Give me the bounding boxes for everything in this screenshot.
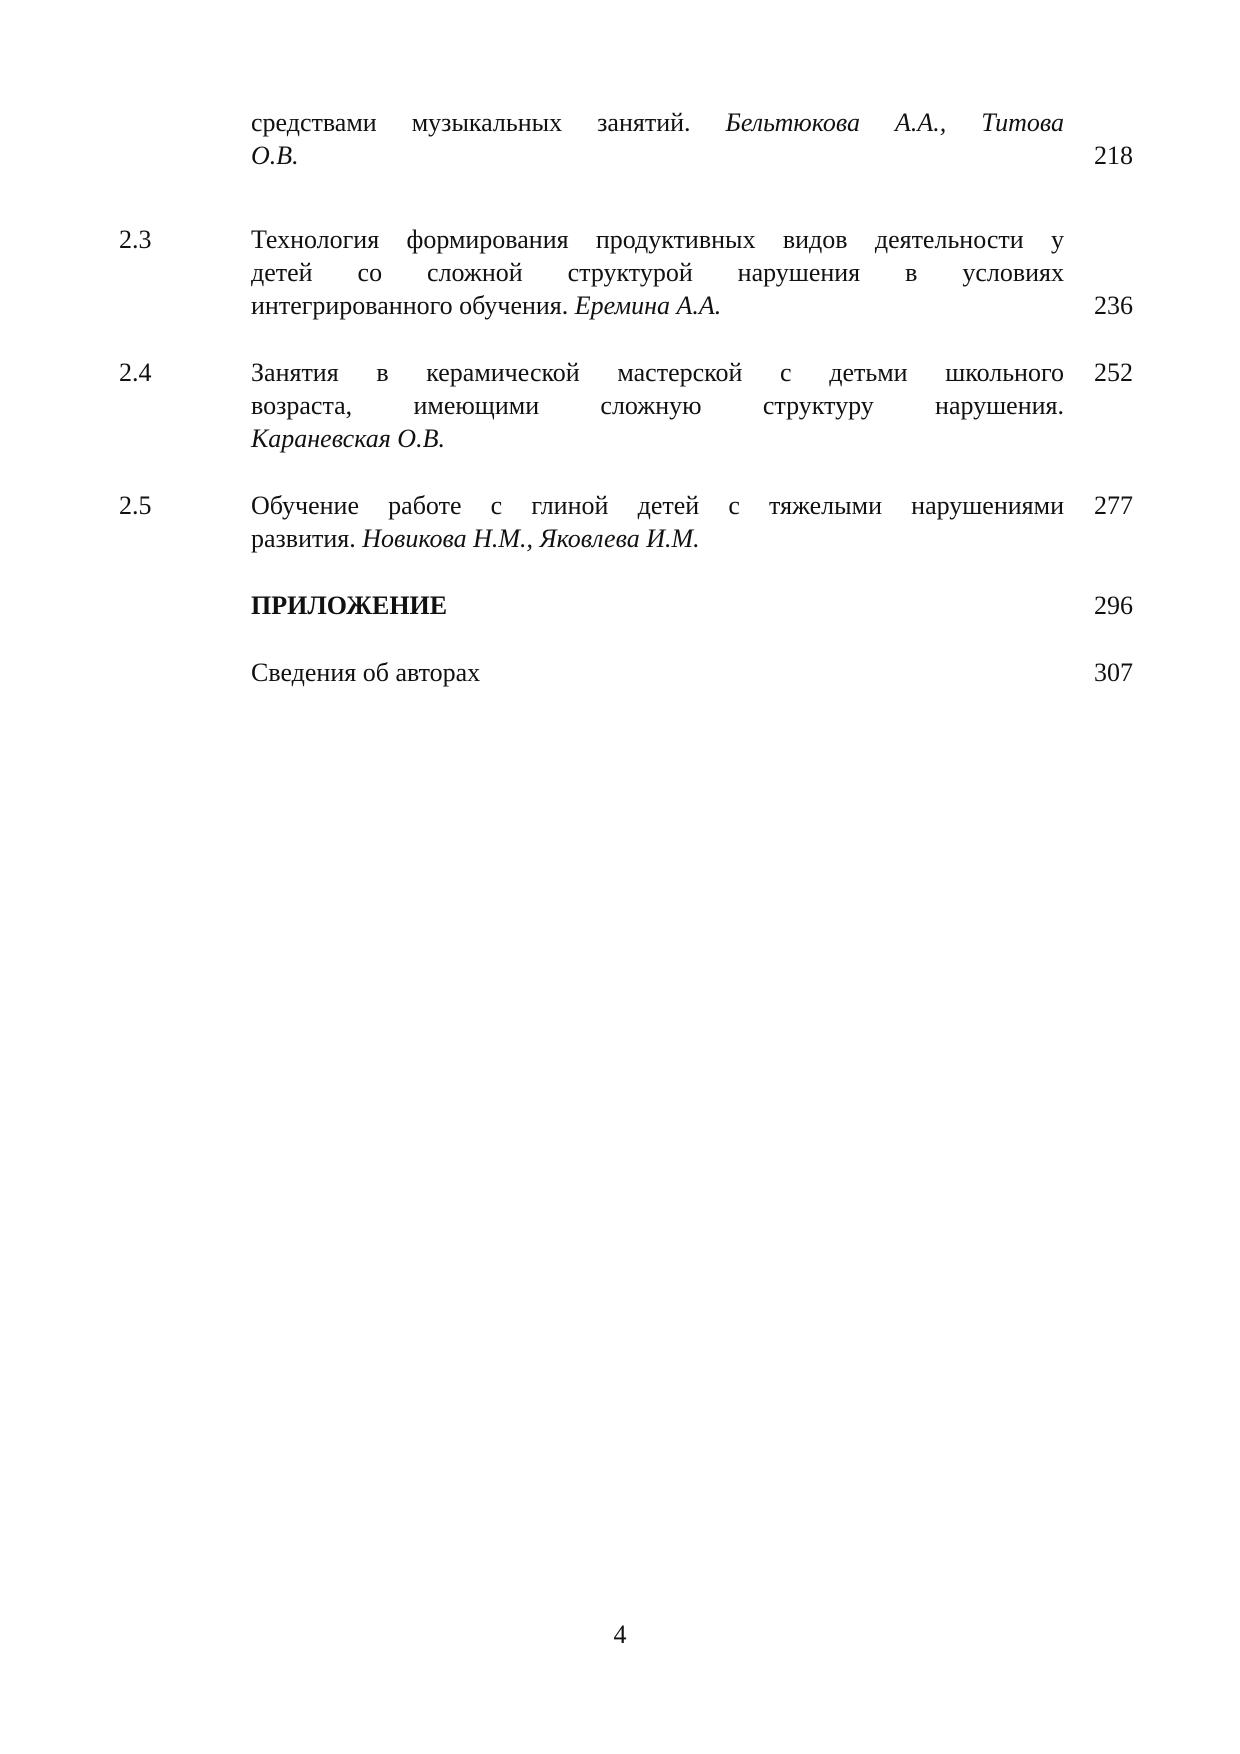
toc-entry-number: 2.4 (119, 358, 152, 387)
toc-entry-title-line1: Технология формирования продуктивных видов деятельности у (251, 225, 1064, 254)
toc-entry-page: 236 (1094, 291, 1133, 320)
toc-entry-title-line2: детей со сложной структурой нарушения в условиях (251, 258, 1064, 287)
toc-entry-number: 2.3 (119, 225, 152, 254)
toc-entry-authors: Еремина А.А. (574, 291, 722, 320)
toc-entry-authors: Караневская О.В. (251, 424, 445, 453)
toc-entry-number: 2.5 (119, 491, 152, 520)
toc-entry-page: 296 (1094, 591, 1133, 620)
toc-entry-title-line1: Занятия в керамической мастерской с детьми школьного (251, 358, 1064, 387)
toc-entry-authors: Новикова Н.М., Яковлева И.М. (362, 524, 700, 553)
toc-entry-title-line2: возраста, имеющими сложную структуру нарушения. (251, 391, 1064, 420)
toc-entry-authors-line (251, 422, 1064, 455)
toc-entry-title-text: интегрированного обучения. (251, 291, 569, 320)
toc-entry-page: 277 (1094, 491, 1133, 520)
toc-entry-title-text: развития. (251, 524, 356, 553)
toc-entry-title-text: средствами музыкальных занятий. (251, 108, 691, 137)
toc-appendix-heading: ПРИЛОЖЕНИЕ (251, 591, 448, 620)
toc-entry-title-line1: Обучение работе с глиной детей с тяжелыми нарушениями (251, 491, 1064, 520)
toc-entry-page: 218 (1094, 141, 1133, 170)
toc-entry-authors: Бельтюкова А.А., Титова (725, 108, 1065, 137)
toc-entry-authors-line2: О.В. (251, 141, 299, 170)
toc-entry-title-line3 (251, 289, 1064, 322)
toc-entry-title-line2 (251, 522, 1064, 555)
toc-entry-title: Сведения об авторах (251, 658, 481, 687)
toc-entry-page: 307 (1094, 658, 1133, 687)
page-number: 4 (613, 1620, 627, 1649)
toc-entry-page: 252 (1094, 358, 1133, 387)
toc-entry-authors-cont (251, 139, 1064, 172)
toc-entry-title (251, 106, 1064, 139)
